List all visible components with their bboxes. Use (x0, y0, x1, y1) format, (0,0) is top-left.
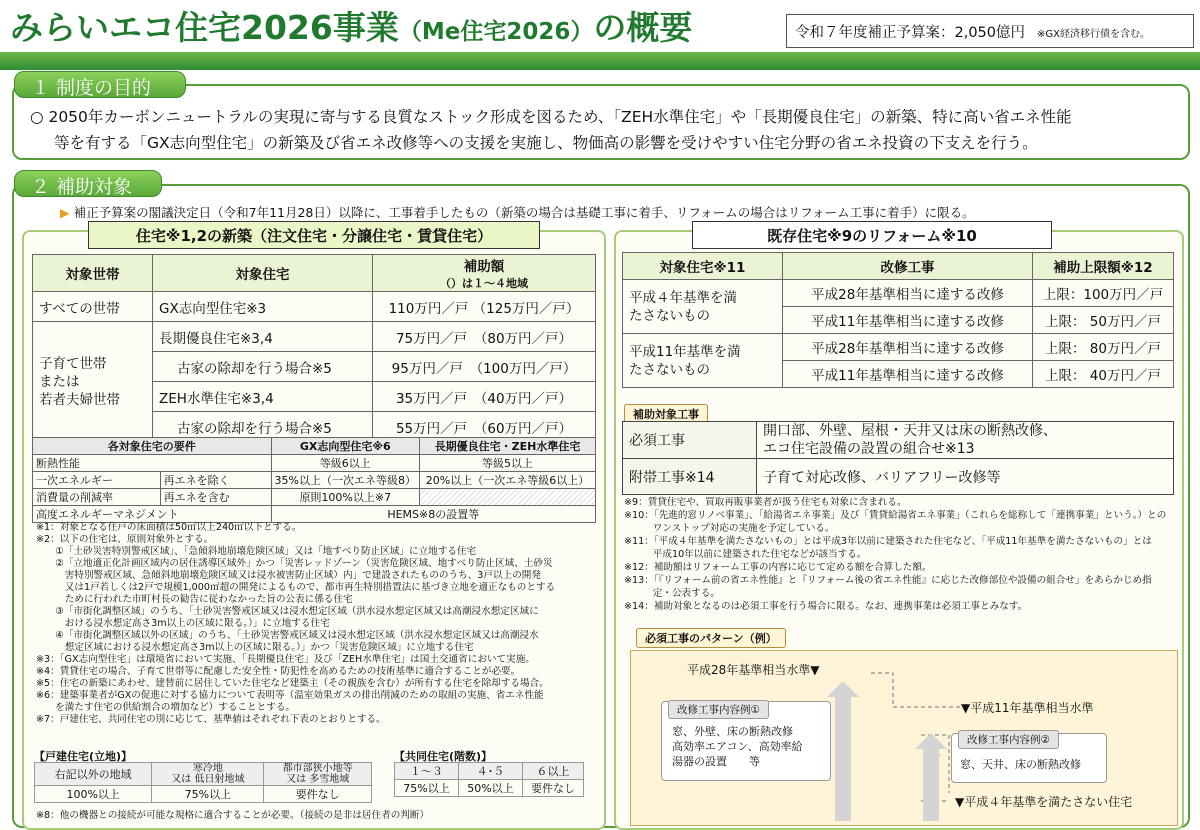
table-cell: 平成11年基準を満 たさないもの (623, 334, 783, 388)
table-cell: 上限： 40万円／戸 (1033, 361, 1174, 388)
h4-label: ▼平成４年基準を満たさない住宅 (955, 795, 1133, 809)
table-cell: 等級6以上 (271, 455, 419, 472)
table-cell: 右記以外の地域 (35, 763, 152, 786)
table-cell: 必須工事 (623, 422, 757, 459)
note-line: ために行われた市町村長の勧告に従わなかった旨の公表に係る住宅 (36, 594, 353, 605)
section2-intro: ▶ 補正予算案の閣議決定日（令和7年11月28日）以降に、工事着手したもの（新築の場合は基礎工事に着手、リフォームの場合はリフォーム工事に着手）に限る。 (60, 205, 975, 220)
note-line: 定・公表する。 (624, 588, 720, 599)
table-cell: 要件なし (522, 780, 583, 797)
h28-label: 平成28年基準相当水準▼ (687, 663, 820, 677)
col-header: GX志向型住宅※6 (271, 438, 419, 455)
note-line: ※13：「『リフォーム前の省エネ性能』と『リフォーム後の省エネ性能』に応じた改修部位や設備の組合せ」をあらかじめ指 (624, 575, 1152, 586)
table-cell: 55万円／戸 （60万円／戸） (373, 412, 596, 442)
section1-heading: １ 制度の目的 (14, 71, 186, 98)
col-header: 対象住宅 (153, 255, 373, 292)
detached-label: 【戸建住宅(立地)】 (34, 750, 133, 763)
pattern-box (630, 650, 1178, 826)
table-cell: 古家の除却を行う場合※5 (153, 352, 373, 382)
table-cell: 35万円／戸 （40万円／戸） (373, 382, 596, 412)
page-title: みらいエコ住宅2026事業（Me住宅2026）の概要 (10, 8, 693, 47)
table-cell: 上限： 80万円／戸 (1033, 334, 1174, 361)
table-cell: ZEH水準住宅※3,4 (153, 382, 373, 412)
note-line: ④「市街化調整区域以外の区域」のうち、「土砂災害警戒区域又は浸水想定区域（洪水浸水想定区域又は高潮浸水 (36, 630, 539, 641)
new-build-heading: 住宅※1,2の新築（注文住宅・分譲住宅・賃貸住宅） (88, 221, 540, 249)
example2-text: 窓、天井、床の断熱改修 (960, 758, 1081, 771)
note-line: 想定区域における浸水想定高さ3m以上の区域に限る。）」かつ「災害危険区域」に立地する住宅 (36, 642, 474, 653)
requirements-table (32, 437, 596, 523)
new-build-table (32, 254, 596, 442)
table-cell: １～３ (395, 763, 459, 780)
note-line: ③「市街化調整区域」のうち、「土砂災害警戒区域又は浸水想定区域（洪水浸水想定区域又は高潮浸水想定区域に (36, 606, 539, 617)
table-cell: 100%以上 (35, 786, 152, 803)
note-line: ※2：以下の住宅は、原則対象外とする。 (36, 534, 214, 545)
table-cell: HEMS※8の設置等 (271, 506, 595, 523)
table-cell: 断熱性能 (33, 455, 272, 472)
table-cell: 平成28年基準相当に達する改修 (783, 334, 1033, 361)
triangle-icon: ▶ (60, 205, 70, 220)
apartment-label: 【共同住宅(階数)】 (394, 750, 493, 763)
table-cell (420, 489, 596, 506)
note-line: ※7：戸建住宅、共同住宅の別に応じて、基準値はそれぞれ下表のとおりとする。 (36, 714, 386, 725)
section1-text (30, 104, 1180, 156)
col-header: 各対象住宅の要件 (33, 438, 272, 455)
note-line: 害特別警戒区域、急傾斜地崩壊危険区域又は浸水被害防止区域）内」で建設されたもののうち、3戸以上の開発 (36, 570, 541, 581)
table-cell: GX志向型住宅※3 (153, 292, 373, 322)
note-line: ※3：「GX志向型住宅」は環境省において実施、「長期優良住宅」及び「ZEH水準住宅」は国土交通省において実施。 (36, 654, 535, 665)
note-line: ※6：建築事業者がGXの促進に対する協力について表明等（温室効果ガスの排出削減のための取組の実施、省エネ性能 (36, 690, 544, 701)
example1-title: 改修工事内容例① (668, 700, 769, 719)
table-cell: 110万円／戸 （125万円／戸） (373, 292, 596, 322)
table-cell: 35%以上（一次エネ等級8） (271, 472, 419, 489)
table-cell: 平成11年基準相当に達する改修 (783, 361, 1033, 388)
table-cell: 平成４年基準を満 たさないもの (623, 280, 783, 334)
table-cell: 開口部、外壁、屋根・天井又は床の断熱改修、 エコ住宅設備の設置の組合せ※13 (757, 422, 1174, 459)
table-cell: 子育て対応改修、バリアフリー改修等 (757, 459, 1174, 495)
table-cell: 75%以上 (152, 786, 264, 803)
table-cell: 長期優良住宅※3,4 (153, 322, 373, 352)
table-cell: 再エネを含む (160, 489, 271, 506)
reform-table (622, 252, 1174, 388)
note-line: ②「立地適正化計画区域内の居住誘導区域外」かつ「災害レッドゾーン（災害危険区域、地すべり防止区域、土砂災 (36, 558, 553, 569)
note-line: ※11：「平成４年基準を満たさないもの」とは平成3年以前に建築された住宅など、「平成11年基準を満たさないもの」とは (624, 536, 1152, 547)
table-cell: 50%以上 (458, 780, 522, 797)
table-cell: 20%以上（一次エネ等級6以上） (420, 472, 596, 489)
note-line: ①「土砂災害特別警戒区域」、「急傾斜地崩壊危険区域」又は「地すべり防止区域」に立地する住宅 (36, 546, 477, 557)
col-header: 補助額 （）は１～４地域 (373, 255, 596, 292)
note-line: ※9：賃貸住宅や、買取再販事業者が扱う住宅も対象に含まれる。 (624, 497, 907, 508)
table-cell: 古家の除却を行う場合※5 (153, 412, 373, 442)
table-cell: 高度エネルギーマネジメント (33, 506, 272, 523)
reform-heading: 既存住宅※9のリフォーム※10 (692, 221, 1052, 249)
table-cell: 都市部狭小地等 又は 多雪地域 (264, 763, 372, 786)
col-header: 改修工事 (783, 253, 1033, 280)
section1-line1: ○ 2050年カーボンニュートラルの実現に寄与する良質なストック形成を図るため、「ZEH水準住宅」や「長期優良住宅」の新築、特に高い省エネ性能 (30, 108, 1072, 126)
note-line: ※12：補助額はリフォーム工事の内容に応じて定める額を合算した額。 (624, 562, 932, 573)
note-line: おける浸水想定高さ3m以上の区域に限る。）」に立地する住宅 (36, 618, 330, 629)
table-cell: 寒冷地 又は 低日射地域 (152, 763, 264, 786)
table-cell: 上限： 50万円／戸 (1033, 307, 1174, 334)
detached-table (34, 762, 372, 803)
table-cell: 等級5以上 (420, 455, 596, 472)
note-line: 又は1戸若しくは2戸で規模1,000㎡超の開発によるもので、都市再生特別措置法に基づき立地を適正なものとする (36, 582, 556, 593)
note-line: ※5：住宅の新築にあわせ、建替前に居住していた住宅など建築主（その親族を含む）が所有する住宅を除却する場合。 (36, 678, 549, 689)
arrow-up-icon (827, 681, 859, 821)
table-cell: ６以上 (522, 763, 583, 780)
work-table (622, 421, 1174, 495)
section1-line2: 等を有する「GX志向型住宅」の新築及び省エネ改修等への支援を実施し、物価高の影響を受けやすい住宅分野の省エネ投資の下支えを行う。 (54, 134, 1038, 152)
note-8: ※8：他の機器との接続が可能な規格に適合することが必要。（接続の是非は居住者の判断） (36, 810, 430, 821)
col-header: 対象住宅※11 (623, 253, 783, 280)
table-cell: 上限：100万円／戸 (1033, 280, 1174, 307)
table-cell: 子育て世帯 または 若者夫婦世帯 (33, 322, 153, 442)
table-cell: 平成28年基準相当に達する改修 (783, 280, 1033, 307)
work-tag: 補助対象工事 (624, 404, 708, 424)
note-line: ※10：「先進的窓リノベ事業」、「給湯省エネ事業」及び「賃貸給湯省エネ事業」（これらを総称して「連携事業」という。）との (624, 510, 1167, 521)
h11-label: ▼平成11年基準相当水準 (961, 701, 1094, 715)
table-cell: 附帯工事※14 (623, 459, 757, 495)
note-line: ※1：対象となる住戸の床面積は50㎡以上240㎡以下とする。 (36, 522, 302, 533)
note-line: を満たす住宅の供給割合の増加など）することとする。 (36, 702, 296, 713)
title-bar (0, 52, 1200, 70)
table-cell: 平成11年基準相当に達する改修 (783, 307, 1033, 334)
table-cell: 消費量の削減率 (33, 489, 161, 506)
example1-text: 窓、外壁、床の断熱改修 高効率エアコン、高効率給 湯器の設置 等 (672, 725, 803, 768)
budget-box: 令和７年度補正予算案：2,050億円 ※GX経済移行債を含む。 (786, 14, 1194, 48)
table-cell: 一次エネルギー (33, 472, 161, 489)
apartment-table (394, 762, 584, 797)
col-header: 長期優良住宅・ZEH水準住宅 (420, 438, 596, 455)
pattern-label: 必須工事のパターン（例） (636, 628, 786, 648)
note-line: ※14：補助対象となるのは必須工事を行う場合に限る。なお、連携事業は必須工事とみなす。 (624, 601, 1028, 612)
notes-right (624, 496, 1180, 613)
section2-heading: ２ 補助対象 (14, 170, 162, 197)
note-line: ワンストップ対応の実施を予定している。 (624, 523, 835, 534)
col-header: 補助上限額※12 (1033, 253, 1174, 280)
example2-box (951, 733, 1107, 783)
table-cell: 95万円／戸 （100万円／戸） (373, 352, 596, 382)
table-cell: すべての世帯 (33, 292, 153, 322)
example2-title: 改修工事内容例② (958, 730, 1059, 749)
notes-left (36, 522, 596, 726)
table-cell: ４･５ (458, 763, 522, 780)
example1-box (661, 701, 831, 781)
table-cell: 再エネを除く (160, 472, 271, 489)
table-cell: 要件なし (264, 786, 372, 803)
table-cell: 原則100%以上※7 (271, 489, 419, 506)
note-line: ※4：賃貸住宅の場合、子育て世帯等に配慮した安全性・防犯性を高めるための技術基準に適合することが必要。 (36, 666, 521, 677)
col-header: 対象世帯 (33, 255, 153, 292)
table-cell: 75%以上 (395, 780, 459, 797)
note-line: 平成10年以前に建築された住宅などが該当する。 (624, 549, 867, 560)
table-cell: 75万円／戸 （80万円／戸） (373, 322, 596, 352)
